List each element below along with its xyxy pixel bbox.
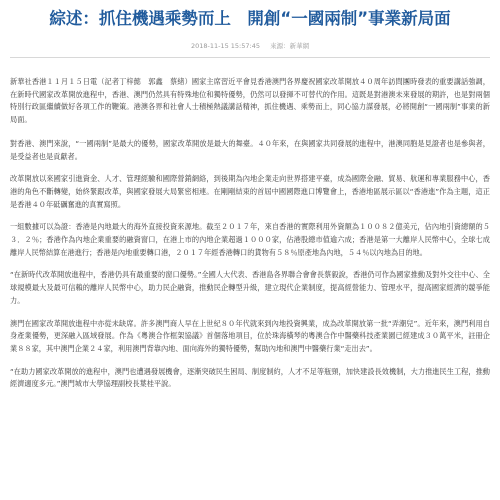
title-divider [10, 57, 490, 58]
article-paragraph: “在新時代改革開放進程中，香港仍具有最重要的窗口優勢。”全國人大代表、香港島各界聯合會會長蔡毅說，香港仍可作為國家推動及對外交往中心、全球規模最大及最可信賴的離岸人民幣中心，助力民企融資，推動民企轉型升級，建立現代企業制度，提高經營能力、管理水平，提高國家經濟的競爭能力。 [10, 270, 490, 305]
article-body [10, 76, 490, 391]
article-title: 綜述：抓住機遇乘勢而上 開創“一國兩制”事業新局面 [49, 9, 451, 28]
article-paragraph: 新華社香港１１月１５日電（記者丁梓懿 郭鑫 蔡緒）國家主席習近平會見香港澳門各界慶祝國家改革開放４０周年訪問團時發表的重要講話強調，在新時代國家改革開放進程中，香港、澳門仍然具有特殊地位和獨特優勢，仍然可以發揮不可替代的作用。這既是對港澳未來發展的期許，也是對兩個特別行政區繼續做好各項工作的鞭策。港澳各界和社會人士積極熱議講話精神，抓住機遇、乘勢而上，同心協力謀發展，必將開創“一國兩制”事業的新局面。 [10, 77, 490, 125]
article-paragraph: 澳門在國家改革開放進程中亦從未缺席。許多澳門商人早在上世紀８０年代就來到內地投資興業，成為改革開放第一批“弄潮兒”。近年來，澳門利用自身產業優勢，更深融入區域發展。作為《粵澳合作框架協議》首個落地項目，位於珠海橫琴的粵澳合作中醫藥科技產業園已經建成３０萬平米，註冊企業８８家，其中澳門企業２４家，利用澳門背靠內地、面向海外的獨特優勢，幫助內地和澳門中醫藥行業“走出去”。 [10, 318, 490, 353]
publish-datetime: 2018-11-15 15:57:45 [190, 42, 260, 50]
article-meta [10, 41, 490, 53]
article-paragraph: “在助力國家改革開放的進程中，澳門也遭遇發展機會，逐漸突破民生困局、制度制約，人才不足等瓶頸，加快建設長效機制，大力推進民生工程，推動經濟適度多元。”澳門城市大學協理副校長葉桂平說。 [10, 366, 490, 389]
article-paragraph: 改革開放以來國家引進資金、人才、管理經驗和國際營銷網絡，到後期為內地企業走向世界搭建平臺，成為國際金融、貿易、航運和專業服務中心，香港的角色不斷轉變，始終緊跟改革，與國家發展大局緊密相連。在剛剛結束的首屆中國國際進口博覽會上，香港地區展示區以“香港進”作為主題，這正是香港４０年砥礪奮進的真實寫照。 [10, 174, 490, 209]
article-paragraph: 一組數據可以為證：香港是內地最大的海外直接投資來源地。截至２０１７年，來自香港的實際利用外資額為１００８２億美元，佔內地引資總額的５３．２％；香港作為內地企業重要的融資窗口，在港上市的內地企業超過１０００家，佔港股總市值逾六成；香港是第一大離岸人民幣中心，全球七成離岸人民幣結算在港進行；香港是內地重要轉口港，２０１７年經香港轉口的貨物有５８％原產地為內地，５４％以內地為目的地。 [10, 222, 490, 257]
article-source: 來源：新華網 [270, 42, 310, 50]
article-paragraph: 對香港、澳門來說，“一國兩制”是最大的優勢，國家改革開放是最大的舞臺。４０年來，在與國家共同發展的進程中，港澳同胞是見證者也是參與者，是受益者也是貢獻者。 [10, 138, 490, 161]
